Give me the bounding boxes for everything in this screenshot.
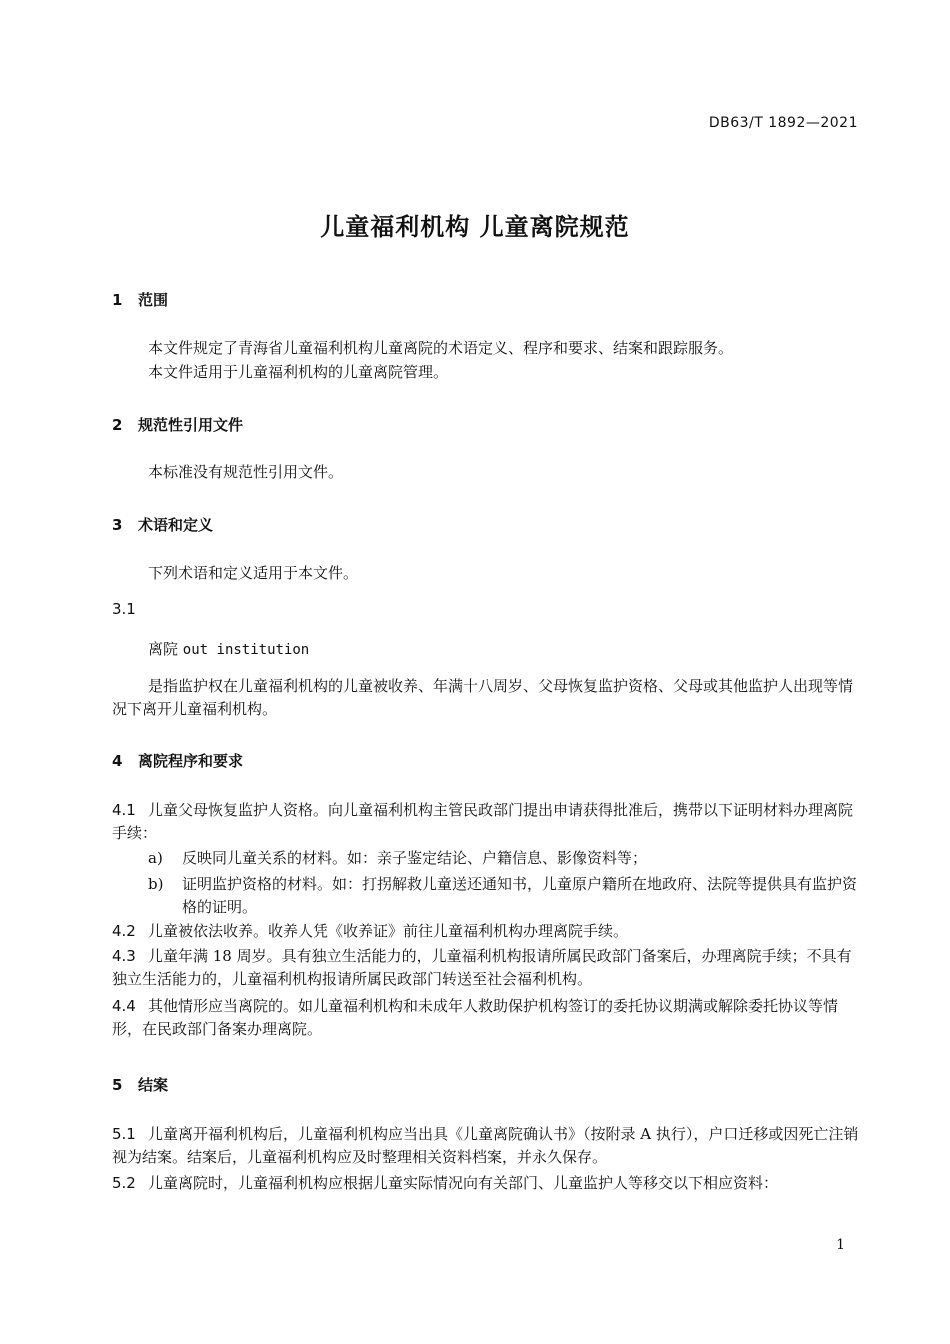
- term-english: out institution: [182, 642, 310, 658]
- clause-number: 4.3: [112, 947, 136, 965]
- paragraph: 下列术语和定义适用于本文件。: [148, 564, 359, 582]
- section-title: 范围: [138, 291, 169, 309]
- clause-number: 4.4: [112, 997, 136, 1015]
- clause-4-4: [112, 995, 860, 1041]
- section-title: 结案: [138, 1076, 169, 1094]
- paragraph: 本文件规定了青海省儿童福利机构儿童离院的术语定义、程序和要求、结案和跟踪服务。: [148, 339, 734, 357]
- list-item-a: [148, 847, 860, 870]
- clause-4-2: [112, 920, 860, 943]
- term-definition: 是指监护权在儿童福利机构的儿童被收养、年满十八周岁、父母恢复监护资格、父母或其他监护人出现等情况下离开儿童福利机构。: [112, 677, 854, 718]
- page-number: 1: [836, 1237, 845, 1253]
- list-marker: b): [148, 875, 164, 893]
- section-1-heading: [112, 289, 168, 310]
- clause-text: 儿童离院时，儿童福利机构应根据儿童实际情况向有关部门、儿童监护人等移交以下相应资料：: [148, 1174, 779, 1192]
- clause-number: 5.2: [112, 1174, 136, 1192]
- clause-5-2: [112, 1172, 860, 1195]
- section-4-heading: [112, 750, 243, 771]
- section-title: 术语和定义: [138, 516, 214, 534]
- section-number: 2: [112, 416, 123, 434]
- list-text: 反映同儿童关系的材料。如：亲子鉴定结论、户籍信息、影像资料等；: [182, 849, 648, 867]
- list-text: 证明监护资格的材料。如：打拐解救儿童送还通知书，儿童原户籍所在地政府、法院等提供具有监护资格的证明。: [182, 875, 858, 916]
- paragraph: 本标准没有规范性引用文件。: [148, 463, 344, 481]
- clause-text: 儿童年满 18 周岁。具有独立生活能力的，儿童福利机构报请所属民政部门备案后，办理离院手续；不具有独立生活能力的，儿童福利机构报请所属民政部门转送至社会福利机构。: [112, 947, 852, 988]
- section-number: 5: [112, 1076, 123, 1094]
- term-chinese: 离院: [148, 640, 179, 658]
- clause-number: 4.2: [112, 922, 136, 940]
- term-entry: [148, 638, 309, 659]
- section-title: 离院程序和要求: [138, 752, 244, 770]
- section-title: 规范性引用文件: [138, 416, 244, 434]
- clause-number: 5.1: [112, 1125, 136, 1143]
- clause-text: 其他情形应当离院的。如儿童福利机构和未成年人救助保护机构签订的委托协议期满或解除委托协议等情形，在民政部门备案办理离院。: [112, 997, 839, 1038]
- section-5-heading: [112, 1074, 168, 1095]
- clause-text: 儿童父母恢复监护人资格。向儿童福利机构主管民政部门提出申请获得批准后，携带以下证明材料办理离院手续：: [112, 801, 854, 842]
- list-item-b: [148, 873, 860, 919]
- clause-text: 儿童离开福利机构后，儿童福利机构应当出具《儿童离院确认书》（按附录 A 执行），户口迁移或因死亡注销视为结案。结案后，儿童福利机构应及时整理相关资料档案，并永久保存。: [112, 1125, 859, 1166]
- section-number: 1: [112, 291, 123, 309]
- clause-4-3: [112, 945, 860, 991]
- clause-4-1: [112, 799, 860, 845]
- section-2-heading: [112, 414, 243, 435]
- clause-number: 4.1: [112, 801, 136, 819]
- clause-text: 儿童被依法收养。收养人凭《收养证》前往儿童福利机构办理离院手续。: [148, 922, 629, 940]
- section-3-heading: [112, 514, 213, 535]
- standard-code: DB63/T 1892—2021: [708, 115, 858, 131]
- document-title: 儿童福利机构 儿童离院规范: [320, 213, 630, 241]
- clause-5-1: [112, 1123, 860, 1169]
- section-number: 3: [112, 516, 123, 534]
- list-marker: a): [148, 849, 163, 867]
- paragraph: 本文件适用于儿童福利机构的儿童离院管理。: [148, 363, 449, 381]
- section-number: 4: [112, 752, 123, 770]
- subsection-number: 3.1: [112, 600, 136, 618]
